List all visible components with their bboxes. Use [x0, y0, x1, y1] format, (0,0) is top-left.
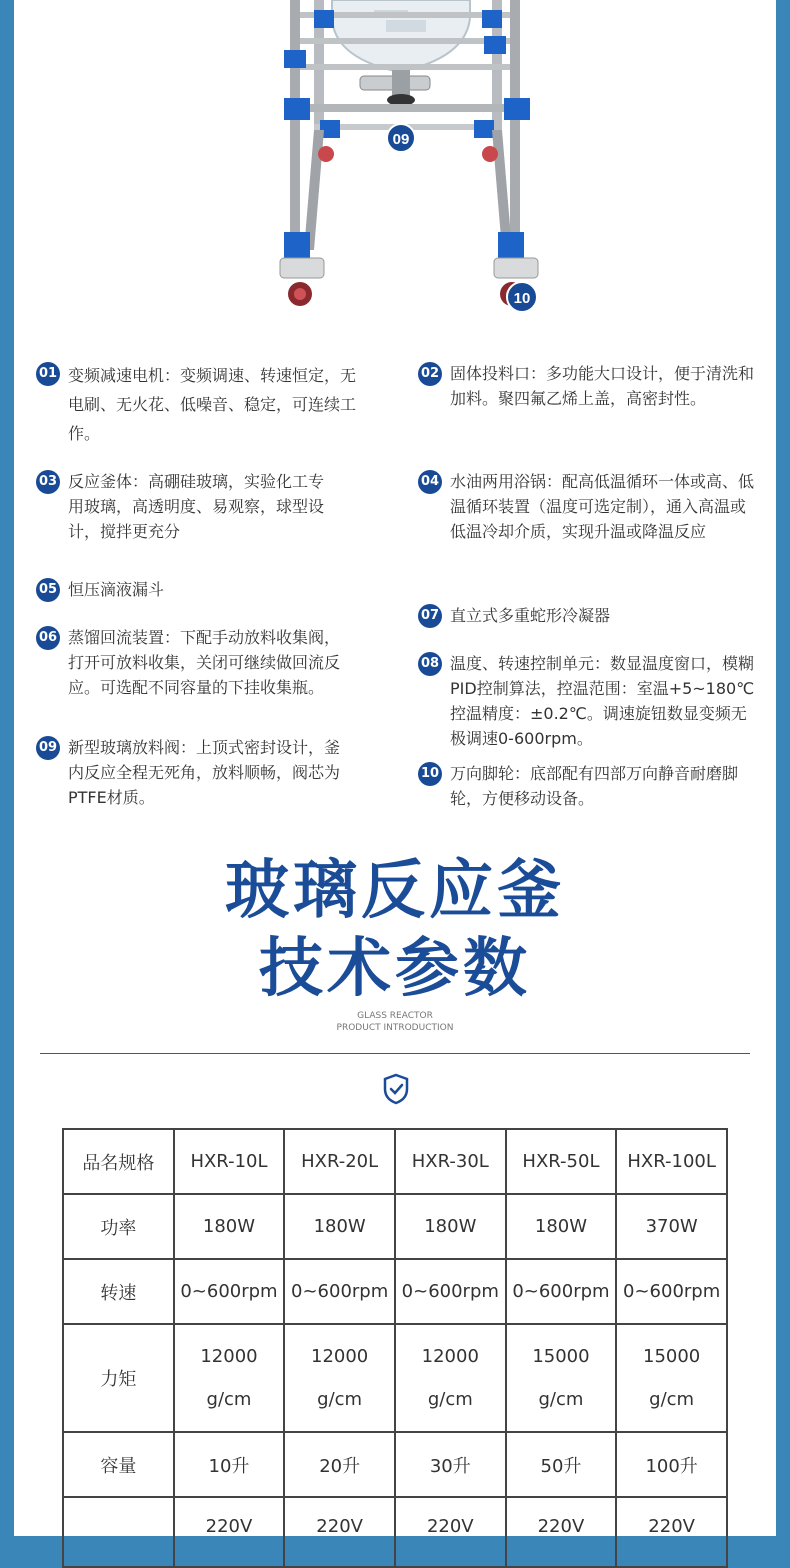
table-cell: 功率	[63, 1194, 174, 1259]
feature-badge: 04	[418, 470, 442, 494]
feature-badge: 01	[36, 362, 60, 386]
feature-badge: 07	[418, 604, 442, 628]
reactor-photo	[14, 0, 776, 325]
voltage-value: 220V	[205, 1516, 253, 1537]
table-cell: HXR-100L	[616, 1129, 727, 1194]
content-panel	[14, 0, 776, 1536]
table-cell: 180W	[284, 1194, 395, 1259]
table-cell: 180W	[174, 1194, 285, 1259]
feature-text: 固体投料口：多功能大口设计，便于清洗和加料。聚四氟乙烯上盖，高密封性。	[450, 364, 755, 408]
feature-text: 变频减速电机：变频调速、转速恒定，无电刷、无火花、低噪音、稳定，可连续工作。	[68, 366, 357, 443]
table-cell: 0~600rpm	[174, 1259, 285, 1324]
table-row	[63, 1432, 727, 1497]
table-cell	[174, 1324, 285, 1432]
table-row	[63, 1129, 727, 1194]
voltage-value: 220V	[426, 1516, 474, 1537]
feature-text: 新型玻璃放料阀：上顶式密封设计，釜内反应全程无死角，放料顺畅，阀芯为PTFE材质。	[68, 738, 341, 807]
table-row	[63, 1497, 727, 1567]
feature-badge: 02	[418, 362, 442, 386]
feature-text: 万向脚轮：底部配有四部万向静音耐磨脚轮，方便移动设备。	[450, 764, 739, 808]
table-cell: 0~600rpm	[616, 1259, 727, 1324]
table-cell: HXR-20L	[284, 1129, 395, 1194]
voltage-value: 220V	[537, 1516, 585, 1537]
feature-07	[418, 603, 758, 628]
feature-08	[418, 651, 758, 751]
spec-table	[62, 1128, 728, 1568]
table-cell	[506, 1324, 617, 1432]
table-cell	[506, 1497, 617, 1567]
feature-03	[36, 469, 334, 544]
table-cell	[174, 1497, 285, 1567]
torque-unit: g/cm	[538, 1389, 584, 1410]
table-cell: 品名规格	[63, 1129, 174, 1194]
shield-check-icon	[382, 1073, 410, 1105]
torque-unit: g/cm	[206, 1389, 252, 1410]
table-row	[63, 1259, 727, 1324]
feature-10	[418, 761, 764, 811]
feature-09	[36, 735, 350, 810]
table-cell	[395, 1497, 506, 1567]
voltage-value: 220V	[316, 1516, 363, 1537]
table-cell	[284, 1324, 395, 1432]
table-cell: 50升	[506, 1432, 617, 1497]
table-cell: 0~600rpm	[506, 1259, 617, 1324]
torque-value: 15000	[532, 1346, 590, 1367]
table-cell	[616, 1497, 727, 1567]
table-cell	[284, 1497, 395, 1567]
feature-text: 蒸馏回流装置：下配手动放料收集阀，打开可放料收集，关闭可继续做回流反应。可选配不同容量的下挂收集瓶。	[68, 628, 341, 697]
divider	[40, 1053, 750, 1054]
table-cell: 0~600rpm	[284, 1259, 395, 1324]
section-subtitle-line2: PRODUCT INTRODUCTION	[336, 1023, 454, 1033]
feature-01	[36, 361, 366, 448]
section-title-line1: 玻璃反应釜	[225, 854, 565, 928]
table-cell: 20升	[284, 1432, 395, 1497]
table-cell	[63, 1497, 174, 1567]
torque-value: 12000	[311, 1346, 369, 1367]
feature-06	[36, 625, 342, 700]
table-cell: 180W	[395, 1194, 506, 1259]
table-cell: 容量	[63, 1432, 174, 1497]
table-cell: HXR-30L	[395, 1129, 506, 1194]
table-row	[63, 1194, 727, 1259]
table-cell: HXR-50L	[506, 1129, 617, 1194]
feature-badge: 09	[36, 736, 60, 760]
table-cell	[616, 1324, 727, 1432]
table-cell	[395, 1324, 506, 1432]
feature-text: 恒压滴液漏斗	[68, 580, 165, 599]
table-cell: 370W	[616, 1194, 727, 1259]
feature-badge: 06	[36, 626, 60, 650]
feature-02	[418, 361, 760, 411]
table-row	[63, 1324, 727, 1432]
table-cell: 0~600rpm	[395, 1259, 506, 1324]
table-cell: HXR-10L	[174, 1129, 285, 1194]
table-cell: 转速	[63, 1259, 174, 1324]
feature-text: 直立式多重蛇形冷凝器	[450, 606, 611, 625]
feature-badge: 10	[418, 762, 442, 786]
feature-text: 反应釜体：高硼硅玻璃，实验化工专用玻璃，高透明度、易观察，球型设计，搅拌更充分	[68, 472, 325, 541]
voltage-value: 220V	[648, 1516, 695, 1537]
torque-value: 15000	[643, 1346, 701, 1367]
callout-10-label: 10	[513, 290, 531, 307]
torque-unit: g/cm	[649, 1389, 695, 1410]
feature-05	[36, 577, 366, 602]
torque-value: 12000	[200, 1346, 258, 1367]
table-cell: 力矩	[63, 1324, 174, 1432]
table-cell: 30升	[395, 1432, 506, 1497]
torque-unit: g/cm	[317, 1389, 363, 1410]
section-subtitle-line1: GLASS REACTOR	[357, 1011, 433, 1021]
feature-text: 温度、转速控制单元：数显温度窗口，模糊PID控制算法，控温范围：室温+5~180℃ 控温精度：±0.2℃。调速旋钮数显变频无极调速0-600rpm。	[450, 654, 755, 748]
section-title-line2: 技术参数	[259, 932, 531, 1006]
feature-badge: 08	[418, 652, 442, 676]
table-cell: 180W	[506, 1194, 617, 1259]
table-cell: 100升	[616, 1432, 727, 1497]
feature-text: 水油两用浴锅：配高低温循环一体或高、低温循环装置（温度可选定制），通入高温或低温冷却介质，实现升温或降温反应	[450, 472, 755, 541]
feature-badge: 03	[36, 470, 60, 494]
table-cell: 10升	[174, 1432, 285, 1497]
feature-badge: 05	[36, 578, 60, 602]
torque-unit: g/cm	[427, 1389, 473, 1410]
callout-09-label: 09	[392, 131, 410, 148]
torque-value: 12000	[421, 1346, 479, 1367]
feature-04	[418, 469, 758, 544]
